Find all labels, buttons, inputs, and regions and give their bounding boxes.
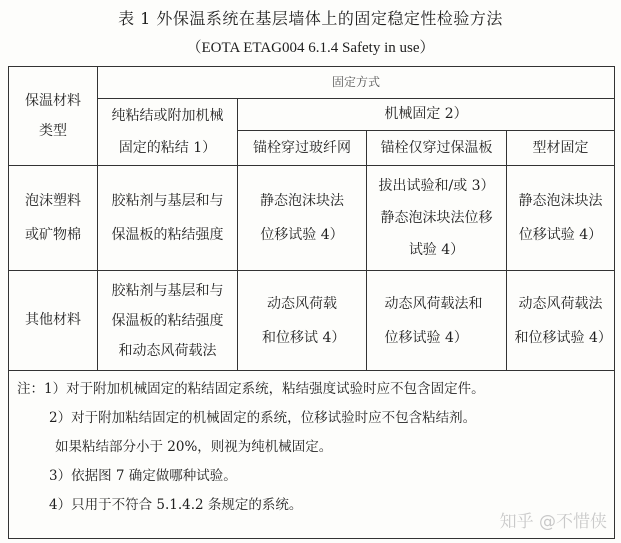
table-subtitle: （EOTA ETAG004 6.1.4 Safety in use） [186,40,435,56]
row-material: 其他材料 [9,271,98,371]
table-title: 表 1 外保温系统在基层墙体上的固定稳定性检验方法 [118,9,503,28]
header-anchor-mesh: 锚栓穿过玻纤网 [238,131,367,166]
table-cell: 胶粘剂与基层和与保温板的粘结强度和动态风荷载法 [98,271,238,371]
header-fixing-method: 固定方式 [98,67,615,99]
test-method-table [8,66,615,539]
table-cell: 胶粘剂与基层和与保温板的粘结强度 [98,166,238,271]
header-adhesive: 纯粘结或附加机械固定的粘结 1） [98,99,238,166]
table-cell: 动态风荷载和位移试 4） [238,271,367,371]
note-4: 4）只用于不符合 5.1.4.2 条规定的系统。 [49,497,303,513]
note-2-cont: 如果粘结部分小于 20%，则视为纯机械固定。 [55,439,333,455]
table-row [9,166,615,271]
header-profile: 型材固定 [507,131,615,166]
watermark: 知乎 @不惜侠 [499,512,607,532]
table-cell: 动态风荷载法和位移试验 4） [367,271,507,371]
table-row [9,271,615,371]
table-cell: 拔出试验和/或 3）静态泡沫块法位移试验 4） [367,166,507,271]
header-anchor-board: 锚栓仅穿过保温板 [367,131,507,166]
note-3: 3）依据图 7 确定做哪种试验。 [49,468,237,484]
note-1: 注：1）对于附加机械固定的粘结固定系统，粘结强度试验时应不包含固定件。 [17,381,485,397]
table-cell: 静态泡沫块法位移试验 4） [238,166,367,271]
note-2: 2）对于附加粘结固定的机械固定的系统，位移试验时应不包含粘结剂。 [49,410,477,426]
row-material: 泡沫塑料或矿物棉 [9,166,98,271]
header-material-type: 保温材料类型 [9,67,98,166]
table-cell: 静态泡沫块法位移试验 4） [507,166,615,271]
table-cell: 动态风荷载法和位移试验 4） [507,271,615,371]
header-mechanical: 机械固定 2） [238,99,615,131]
